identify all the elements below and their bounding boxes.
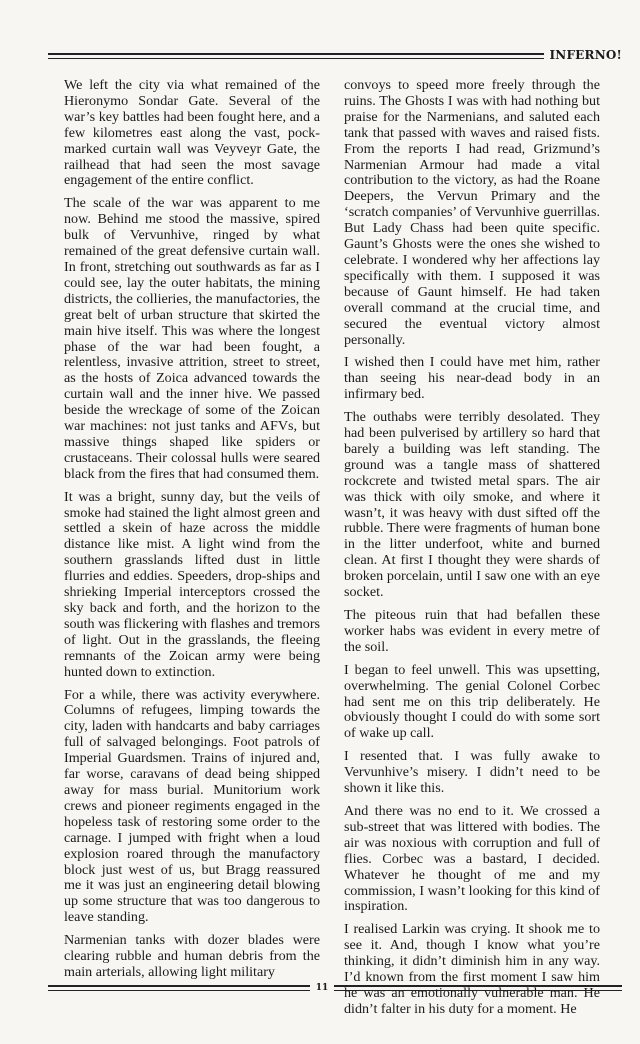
left-column: [64, 78, 320, 983]
footer-rule-left-thin: [48, 990, 310, 991]
paragraph: Narmenian tanks with dozer blades were clearing rubble and human debris from the main arterials, allowing light military: [64, 932, 320, 980]
header-rule-top: [48, 53, 544, 55]
paragraph: The outhabs were terribly desolated. They had been pulverised by artillery so hard that barely a building was left standing. The ground was a tangle mass of shattered rockcrete and twisted metal spars. The air was thick with oily smoke, and where it wasn’t, it was heavy with dust sifted off the rubble. There were fragments of human bone in the litter underfoot, white and burned clean. At first I thought they were shards of broken porcelain, until I saw one with an eye socket.: [344, 409, 600, 601]
page-number: 11: [315, 983, 329, 993]
paragraph: We left the city via what remained of the Hieronymo Sondar Gate. Several of the war’s key battles had been fought here, and a few kilometres east along the vast, pock-marked curtain wall was Veyveyr Gate, the railhead that had seen the most savage engagement of the entire conflict.: [64, 77, 320, 189]
paragraph: The piteous ruin that had befallen these worker habs was evident in every metre of the soil.: [344, 607, 600, 655]
paragraph: I wished then I could have met him, rather than seeing his near-dead body in an infirmary bed.: [344, 354, 600, 403]
paragraph: I began to feel unwell. This was upsetting, overwhelming. The genial Colonel Corbec had sent me on this trip deliberately. He obviously thought I could do with some sort of wake up call.: [344, 661, 600, 742]
paragraph: I resented that. I was fully awake to Vervunhive’s misery. I didn’t need to be shown it like this.: [344, 748, 600, 797]
paragraph: It was a bright, sunny day, but the veils of smoke had stained the light almost green and settled a skein of haze across the middle distance like mist. A light wind from the southern grasslands lifted dust in little flurries and eddies. Speeders, drop-ships and shrieking Imperial interceptors crossed the sky back and forth, and the horizon to the south was flickering with flashes and tremors of light. Out in the grasslands, the fleeing remnants of the Zoican army were being hunted down to extinction.: [64, 488, 320, 680]
paragraph: The scale of the war was apparent to me now. Behind me stood the massive, spired bulk of Vervunhive, ringed by what remained of the great defensive curtain wall. In front, stretching out southwards as far as I could see, lay the outer habitats, the mining districts, the collieries, the manufactories, the great belt of urban structure that skirted the main hive itself. This was where the longest phase of the war had been fought, a relentless, invasive attrition, street to street, as the hosts of Zoica advanced towards the curtain wall and the inner hive. We passed beside the wreckage of some of the Zoican war machines: not just tanks and AFVs, but massive things shaped like spiders or crustaceans. Their colossal hulls were seared black from the fires that had consumed them.: [64, 195, 320, 482]
paragraph: And there was no end to it. We crossed a sub-street that was littered with bodies. The air was noxious with corruption and full of flies. Corbec was a bastard, I decided. Whatever he thought of me and my commission, I wasn’t looking for this kind of inspiration.: [344, 802, 600, 915]
page-footer: [48, 981, 622, 997]
header-rule-bottom: [48, 58, 544, 59]
running-title: INFERNO!: [549, 48, 622, 62]
paragraph: convoys to speed more freely through the ruins. The Ghosts I was with had nothing but praise for the Narmenians, and saluted each tank that passed with waves and raised fists. From the reports I had read, Grizmund’s Narmenian Armour had made a vital contribution to the victory, as had the Roane Deepers, the Vervun Primary and the ‘scratch companies’ of Vervunhive guerrillas. But Lady Chass had been quite specific. Gaunt’s Ghosts were the ones she wished to celebrate. I wondered why her affections lay specifically with them. I supposed it was because of Gaunt himself. He had taken overall command at the crucial time, and secured the eventual victory almost personally.: [344, 77, 600, 348]
right-column: [344, 77, 600, 1017]
paragraph: For a while, there was activity everywhere. Columns of refugees, limping towards the city, laden with handcarts and baby carriages full of salvaged belongings. Foot patrols of Imperial Guardsmen. Trains of injured and, far worse, caravans of dead being shipped away for mass burial. Munitorium work crews and pioneer regiments engaged in the hopeless task of restoring some order to the carnage. I jumped with fright when a loud explosion roared through the manufactory block just west of us, but Bragg reassured me it was just an engineering detail blowing up some structure that was too dangerous to leave standing.: [64, 686, 320, 926]
running-header: [48, 48, 622, 70]
footer-rule-right-thin: [334, 990, 622, 991]
paragraph: I realised Larkin was crying. It shook me to see it. And, though I know what you’re thinking, it didn’t diminish him in any way. I’d known from the first moment I saw him he was an emotionally vulnerable man. He didn’t falter in his duty for a moment. He: [344, 921, 600, 1017]
footer-rule-left: [48, 985, 310, 987]
footer-rule-right: [334, 985, 622, 987]
